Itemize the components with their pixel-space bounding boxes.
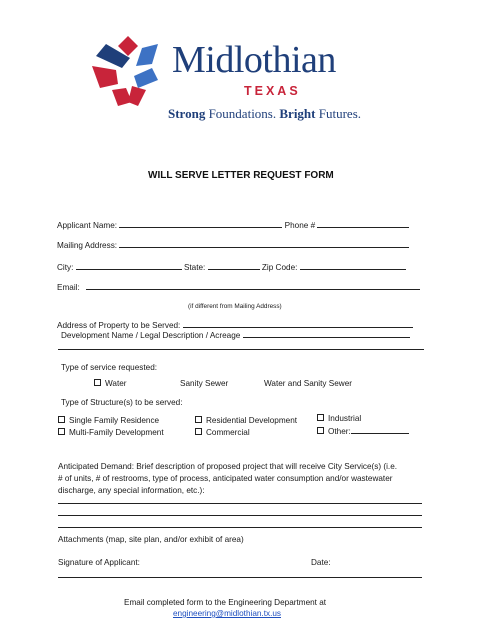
property-address-field[interactable] bbox=[183, 320, 413, 328]
email-field[interactable] bbox=[86, 282, 420, 290]
email-label: Email: bbox=[57, 283, 80, 292]
logo-tagline bbox=[168, 106, 361, 122]
struct-commercial-checkbox[interactable] bbox=[195, 428, 202, 435]
applicant-name-label: Applicant Name: bbox=[57, 221, 118, 230]
mailing-address-row bbox=[57, 240, 409, 250]
applicant-name-row bbox=[57, 220, 409, 230]
form-title: WILL SERVE LETTER REQUEST FORM bbox=[148, 170, 334, 181]
signature-line[interactable] bbox=[58, 577, 422, 578]
struct-single-checkbox[interactable] bbox=[58, 416, 65, 423]
city-state-zip-row bbox=[57, 262, 406, 272]
tagline-bright: Bright bbox=[279, 106, 316, 121]
if-different-note: (if different from Mailing Address) bbox=[188, 303, 282, 310]
email-note: Email completed form to the Engineering Department at bbox=[124, 598, 327, 607]
demand-line-blank-2[interactable] bbox=[58, 515, 422, 516]
struct-industrial-label: Industrial bbox=[328, 414, 362, 423]
zip-field[interactable] bbox=[300, 262, 406, 270]
mailing-address-label: Mailing Address: bbox=[57, 241, 118, 250]
zip-label: Zip Code: bbox=[261, 263, 298, 272]
struct-other-label: Other: bbox=[328, 427, 351, 436]
logo-name: Midlothian bbox=[172, 39, 336, 81]
struct-commercial-label: Commercial bbox=[206, 428, 250, 437]
service-both-option[interactable]: Water and Sanity Sewer bbox=[264, 379, 352, 388]
struct-residential-option[interactable] bbox=[195, 416, 297, 425]
struct-industrial-option[interactable] bbox=[317, 414, 361, 423]
city-field[interactable] bbox=[76, 262, 182, 270]
email-row bbox=[57, 282, 420, 292]
struct-other-checkbox[interactable] bbox=[317, 427, 324, 434]
struct-residential-label: Residential Development bbox=[206, 416, 298, 425]
phone-label: Phone # bbox=[284, 221, 316, 230]
struct-residential-checkbox[interactable] bbox=[195, 416, 202, 423]
demand-line-2: # of units, # of restrooms, type of process, anticipated water consumption and/or wastewater bbox=[58, 474, 393, 483]
struct-multi-option[interactable] bbox=[58, 428, 164, 437]
star-logo-icon bbox=[92, 36, 164, 108]
struct-other-field[interactable] bbox=[351, 426, 409, 434]
struct-single-label: Single Family Residence bbox=[69, 416, 160, 425]
date-label: Date: bbox=[311, 558, 331, 567]
state-label: State: bbox=[183, 263, 206, 272]
applicant-name-field[interactable] bbox=[119, 220, 282, 228]
logo-texas: TEXAS bbox=[244, 84, 301, 98]
service-type-label: Type of service requested: bbox=[61, 363, 158, 372]
service-sewer-option[interactable]: Sanity Sewer bbox=[180, 379, 229, 388]
struct-multi-label: Multi-Family Development bbox=[69, 428, 164, 437]
development-name-label: Development Name / Legal Description / Acreage bbox=[61, 331, 241, 340]
mailing-address-field[interactable] bbox=[119, 240, 409, 248]
structure-type-label: Type of Structure(s) to be served: bbox=[61, 398, 183, 407]
attachments-label: Attachments (map, site plan, and/or exhibit of area) bbox=[58, 535, 244, 544]
demand-line-blank-3[interactable] bbox=[58, 527, 422, 528]
tagline-futures: Futures. bbox=[315, 106, 361, 121]
city-label: City: bbox=[57, 263, 74, 272]
struct-other-option[interactable] bbox=[317, 426, 409, 436]
tagline-foundations: Foundations. bbox=[205, 106, 280, 121]
engineering-email-link[interactable]: engineering@midlothian.tx.us bbox=[173, 609, 281, 618]
demand-line-blank-1[interactable] bbox=[58, 503, 422, 504]
development-name-field[interactable] bbox=[243, 330, 410, 338]
development-name-row bbox=[61, 330, 410, 340]
tagline-strong: Strong bbox=[168, 106, 206, 121]
service-water-label: Water bbox=[105, 379, 127, 388]
struct-commercial-option[interactable] bbox=[195, 428, 250, 437]
demand-line-1: Anticipated Demand: Brief description of proposed project that will receive City Service(s) (i.e. bbox=[58, 462, 398, 471]
struct-multi-checkbox[interactable] bbox=[58, 428, 65, 435]
service-water-option[interactable] bbox=[94, 379, 127, 388]
development-extra-line[interactable] bbox=[58, 349, 424, 350]
demand-line-3: discharge, any special information, etc.): bbox=[58, 486, 205, 495]
service-water-checkbox[interactable] bbox=[94, 379, 101, 386]
property-address-label: Address of Property to be Served: bbox=[57, 321, 181, 330]
phone-field[interactable] bbox=[317, 220, 409, 228]
struct-industrial-checkbox[interactable] bbox=[317, 414, 324, 421]
struct-single-option[interactable] bbox=[58, 416, 159, 425]
state-field[interactable] bbox=[208, 262, 260, 270]
property-address-row bbox=[57, 320, 413, 330]
signature-label: Signature of Applicant: bbox=[58, 558, 140, 567]
